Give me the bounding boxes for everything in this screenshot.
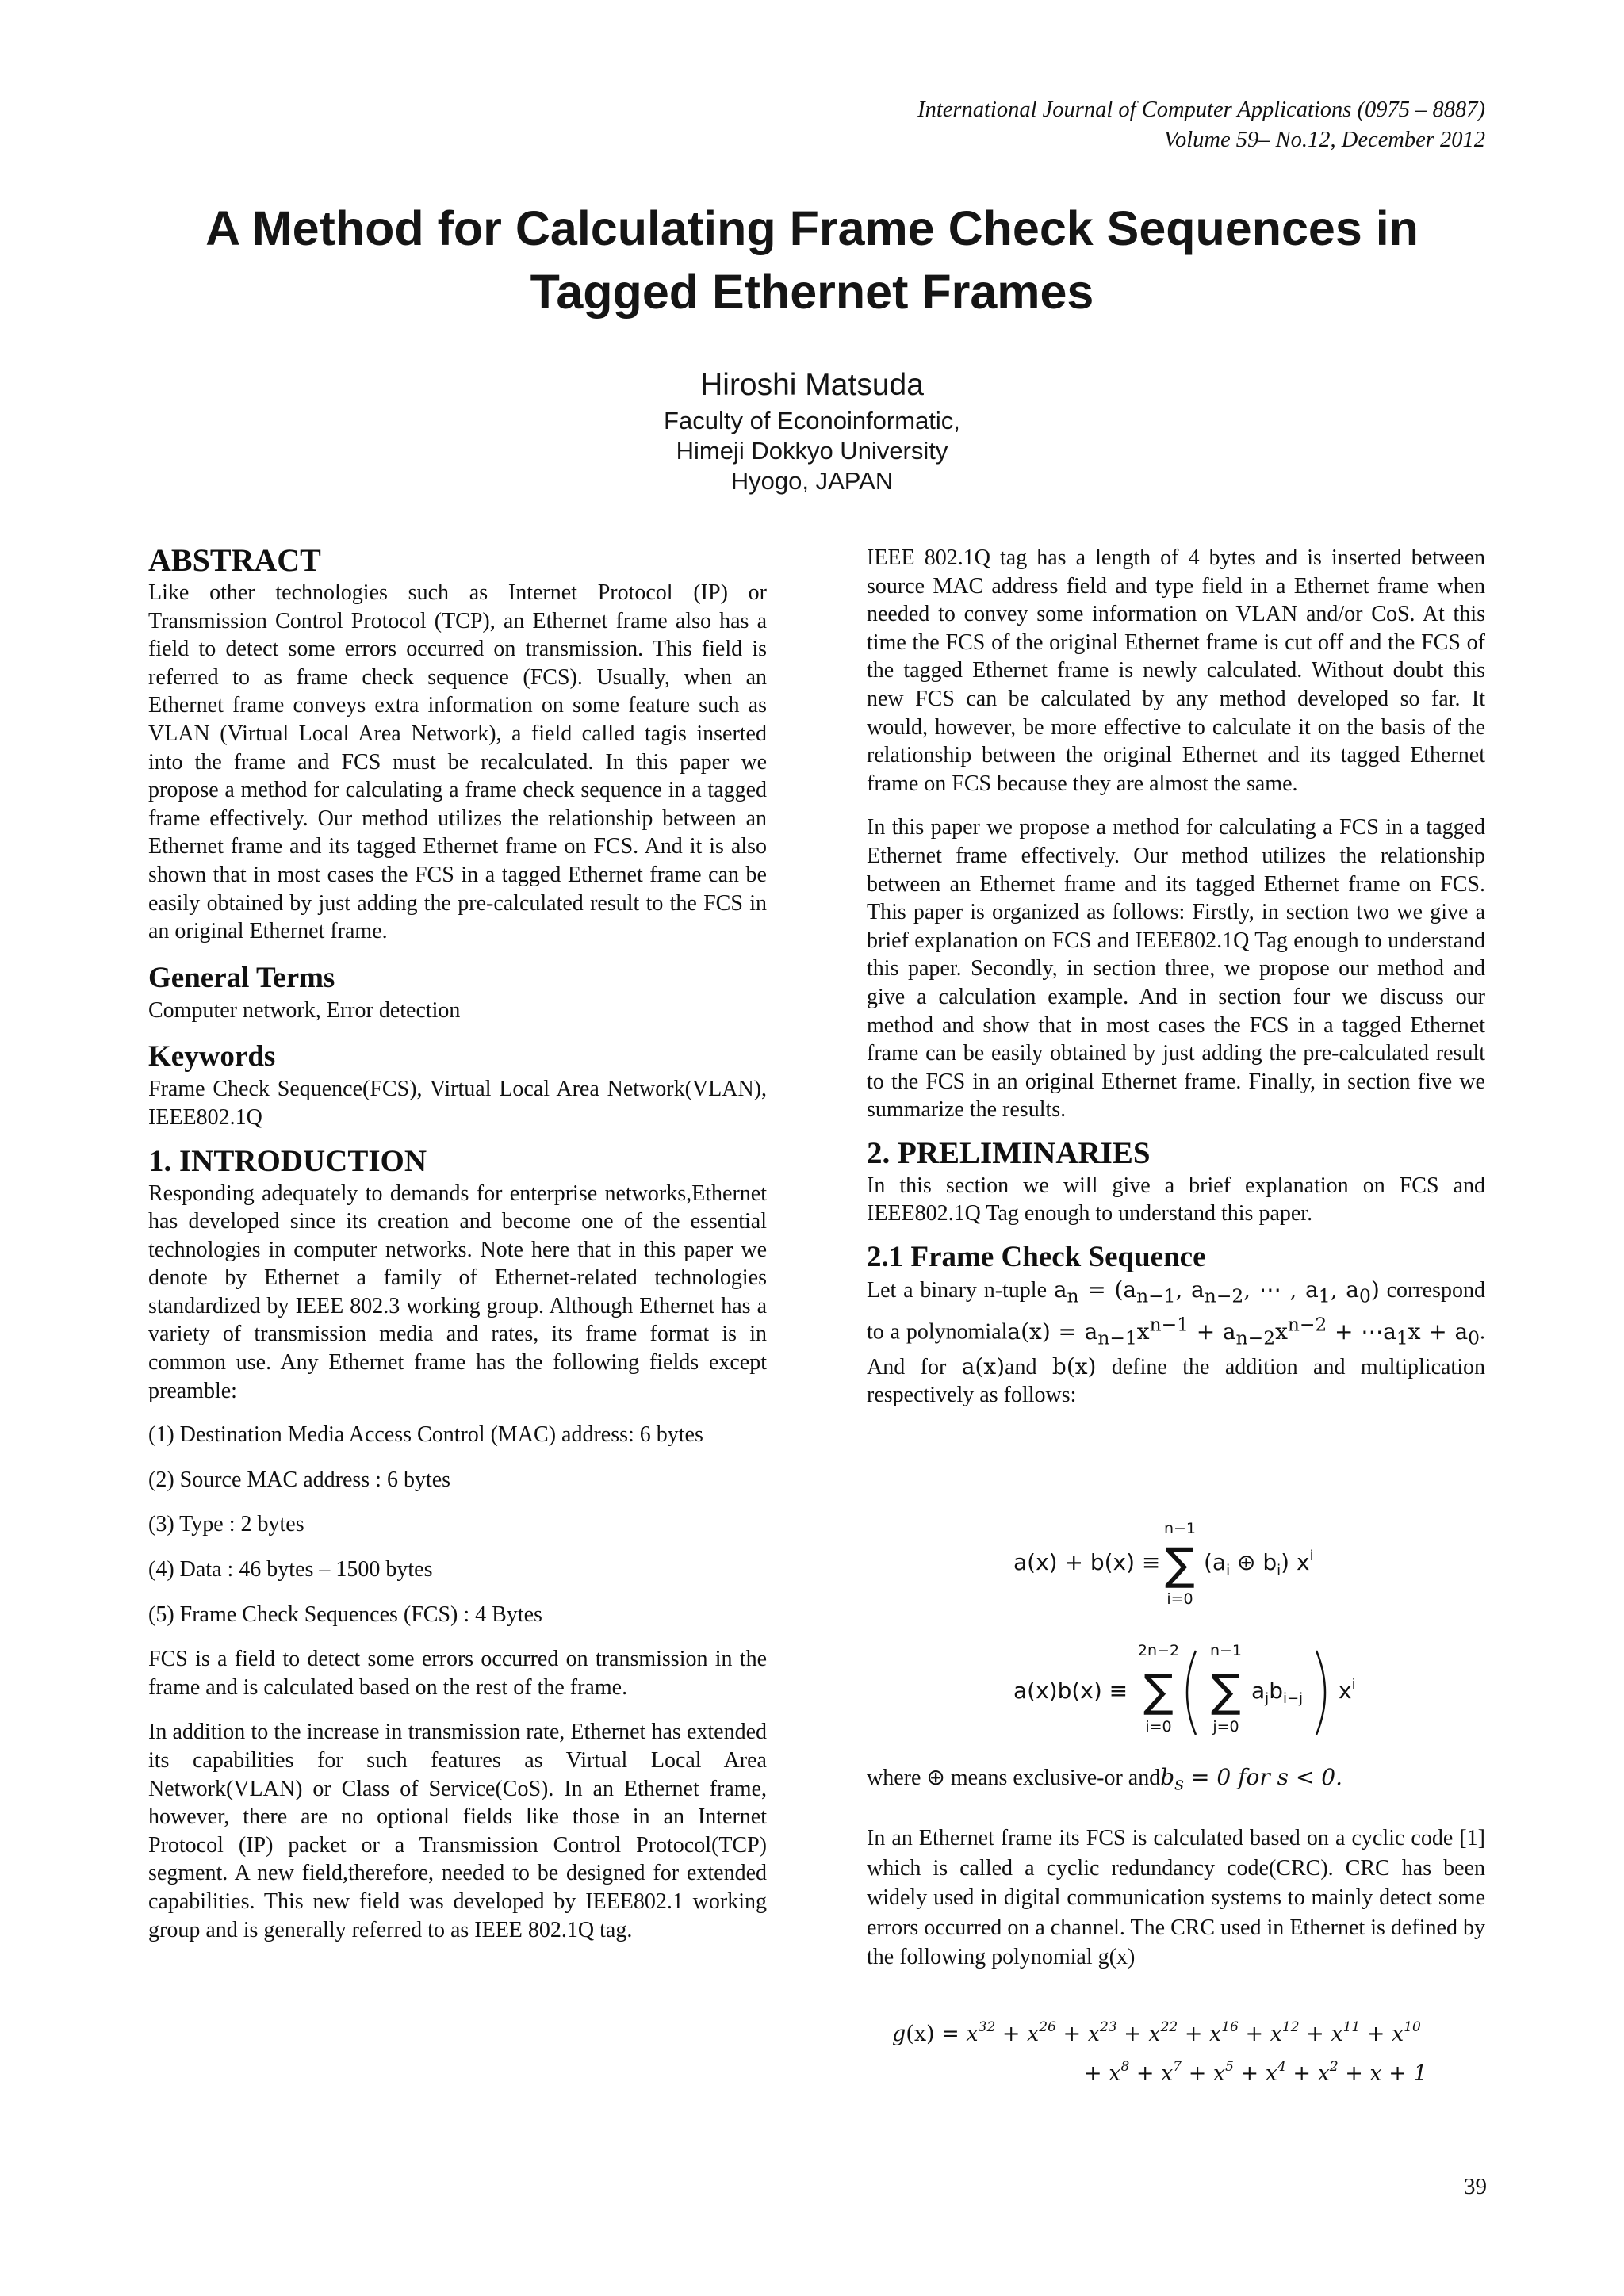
field-list-item: (3) Type : 2 bytes: [148, 1512, 304, 1537]
svg-text:(ai ⊕ bi) xi: ($a_i$ ⊕ $b_i$) $x^i$: [1204, 1548, 1314, 1578]
svg-text:ajbi−j: $a_jb_{i-j}$: [1251, 1678, 1304, 1707]
right-column: [867, 544, 1485, 1410]
ntuple-formula: $a_n = (a_{n-1}$, $a_{n-2}$, ⋯ , $a_1$, $a_0$): [1053, 1276, 1380, 1307]
general-terms-text: Computer network, Error detection: [148, 997, 461, 1023]
abstract-text: Like other technologies such as Internet Protocol (IP) or Transmission Control Protocol (TCP), an Ethernet frame also has a field to detect some errors occurred on transmission. This field is referred to as frame check sequence (FCS). Usually, when an Ethernet frame conveys extra information on some feature such as VLAN (Virtual Local Area Network), a field called tagis inserted into the frame and FCS must be recalculated. In this paper we propose a method for calculating a frame check sequence in a tagged frame effectively. Our method utilizes the relationship between an Ethernet frame and its tagged Ethernet frame on FCS. And it is also shown that in most cases the FCS in a tagged Ethernet frame can be easily obtained by just adding the pre-calculated result to the FCS in an original Ethernet frame.: [148, 580, 767, 944]
field-list-item: (1) Destination Media Access Control (MAC) address: 6 bytes: [148, 1422, 703, 1448]
journal-name: International Journal of Computer Applications (0975 – 8887): [917, 98, 1485, 122]
field-list-item: (4) Data : 46 bytes – 1500 bytes: [148, 1557, 433, 1582]
svg-text:n−1: n−1: [1209, 1642, 1243, 1659]
journal-volume: Volume 59– No.12, December 2012: [1163, 128, 1485, 152]
fcs-text-a: Let a binary n-tuple: [867, 1278, 1054, 1303]
crc-paragraph-block: [867, 1823, 1485, 1973]
svg-text:j=0: j=0: [1212, 1718, 1239, 1735]
svg-text:∑: ∑: [1165, 1539, 1195, 1590]
keywords-text: Frame Check Sequence(FCS), Virtual Local Area Network(VLAN), IEEE802.1Q: [148, 1077, 767, 1130]
equation-crc-polynomial: [884, 2011, 1487, 2090]
paper-title: [0, 197, 1624, 323]
ax-symbol: a(x): [961, 1353, 1005, 1380]
where-line: [867, 1763, 1485, 1798]
author-block: [0, 365, 1624, 496]
svg-text:+ x8 + x7 + x5 + x4 + x2 + x: + $x^8 + x^7 + x^5 + x^4 + x^2 + x$ + 1: [1084, 2059, 1427, 2086]
svg-text:a(x)b(x) ≡: a(x)b(x) ≡: [1013, 1678, 1128, 1704]
affiliation-location: Hyogo, JAPAN: [730, 467, 894, 495]
author-name: Hiroshi Matsuda: [700, 368, 924, 402]
svg-text:∑: ∑: [1211, 1666, 1241, 1717]
polynomial-formula: $a(x) = a_{n-1}x^{n-1} + a_{n-2}x^{n-2}$ + $\cdots a_1x + a_0$: [1007, 1313, 1480, 1349]
fcs-text-b: correspond to a polynomial: [867, 1278, 1485, 1345]
svg-text:g(x) = x32 + x26 + x23 + x22 +: $g(x) = x^{32} + x^{26} + x^{23} + x^{22} + x^{16} + x^{12} + x^{11} + x^{10}$: [892, 2019, 1421, 2046]
fcs-heading: 2.1 Frame Check Sequence: [867, 1241, 1206, 1274]
preliminaries-heading: 2. PRELIMINARIES: [867, 1135, 1151, 1170]
svg-text:xi: $x^i$: [1339, 1676, 1356, 1704]
bs-condition: $b_s = 0$ for s < 0.: [1160, 1764, 1342, 1795]
bx-symbol: b(x): [1051, 1353, 1097, 1380]
svg-text:2n−2: 2n−2: [1137, 1642, 1180, 1659]
abstract-heading: ABSTRACT: [148, 542, 321, 578]
fcs-text-c: . And for: [867, 1319, 1485, 1380]
page-number: 39: [1464, 2174, 1487, 2199]
left-column: [148, 542, 767, 1944]
running-head: [917, 95, 1485, 155]
crc-paragraph: In an Ethernet frame its FCS is calculated based on a cyclic code [1] which is called a cyclic redundancy code(CRC). CRC has been widely used in digital communication systems to mainly detect some errors occurred on a channel. The CRC used in Ethernet is defined by the following polynomial g(x): [867, 1826, 1485, 1969]
affiliation-university: Himeji Dokkyo University: [676, 437, 948, 465]
field-list-item: (5) Frame Check Sequences (FCS) : 4 Bytes: [148, 1601, 542, 1627]
intro-paragraph-5: In this paper we propose a method for calculating a FCS in a tagged Ethernet frame effectively. Our method utilizes the relationship between an Ethernet frame and its tagged Ethernet frame on FCS. This paper is organized as follows: Firstly, in section two we give a brief explanation on FCS and IEEE802.1Q Tag enough to understand this paper. Secondly, in section three, we propose our method and give a calculation example. And in section four we discuss our method and show that in most cases the FCS in a tagged Ethernet frame can be easily obtained by just adding the pre-calculated result to the FCS in an original Ethernet frame. Finally, in section five we summarize the results.: [867, 815, 1485, 1123]
svg-text:n−1: n−1: [1163, 1520, 1197, 1537]
title-line-1: A Method for Calculating Frame Check Sequences in: [205, 201, 1419, 255]
intro-paragraph-1: Responding adequately to demands for enterprise networks,Ethernet has developed since its creation and become one of the essential technologies in computer networks. Note here that in this paper we denote by Ethernet a family of Ethernet-related technologies standardized by IEEE 802.3 working group. Although Ethernet has a variety of transmission media and rates, its frame format is in common use. Any Ethernet frame has the following fields except preamble:: [148, 1181, 767, 1403]
where-text: where ⊕ means exclusive-or and: [867, 1766, 1161, 1790]
svg-text:∑: ∑: [1143, 1666, 1174, 1717]
fcs-text-e: define the addition and multiplication respectively as follows:: [867, 1354, 1485, 1408]
intro-paragraph-3: In addition to the increase in transmission rate, Ethernet has extended its capabilities for such features as Virtual Local Area Network(VLAN) or Class of Service(CoS). In an Ethernet frame, however, there are no optional fields like those in an Internet Protocol (IP) packet or a Transmission Control Protocol(TCP) segment. A new field,therefore, needed to be designed for extended capabilities. This new field was developed by IEEE802.1 working group and is generally referred to as IEEE 802.1Q tag.: [148, 1720, 767, 1942]
title-line-2: Tagged Ethernet Frames: [530, 265, 1094, 319]
fcs-intro-paragraph: [867, 1276, 1485, 1410]
equation-addition: [1007, 1516, 1364, 1611]
keywords-heading: Keywords: [148, 1040, 276, 1073]
equation-multiplication: [1005, 1633, 1370, 1752]
intro-paragraph-4: IEEE 802.1Q tag has a length of 4 bytes and is inserted between source MAC address field and type field in a Ethernet frame when needed to convey some information on VLAN and/or CoS. At this time the FCS of the original Ethernet frame is cut off and the FCS of the tagged Ethernet frame is newly calculated. Without doubt this new FCS can be calculated by any method developed so far. It would, however, be more effective to calculate it on the basis of the relationship between the original Ethernet and its tagged Ethernet frame on FCS because they are almost the same.: [867, 545, 1485, 796]
svg-text:i=0: i=0: [1166, 1590, 1193, 1608]
fcs-text-d: and: [1005, 1354, 1052, 1380]
preliminaries-text: In this section we will give a brief explanation on FCS and IEEE802.1Q Tag enough to understand this paper.: [867, 1173, 1485, 1226]
affiliation-faculty: Faculty of Econoinformatic,: [664, 407, 960, 434]
intro-paragraph-2: FCS is a field to detect some errors occurred on transmission in the frame and is calculated based on the rest of the frame.: [148, 1647, 767, 1700]
intro-heading: 1. INTRODUCTION: [148, 1143, 427, 1178]
svg-text:a(x) + b(x) ≡: a(x) + b(x) ≡: [1013, 1549, 1161, 1575]
general-terms-heading: General Terms: [148, 961, 335, 994]
svg-text:i=0: i=0: [1145, 1718, 1172, 1735]
field-list-item: (2) Source MAC address : 6 bytes: [148, 1467, 451, 1492]
